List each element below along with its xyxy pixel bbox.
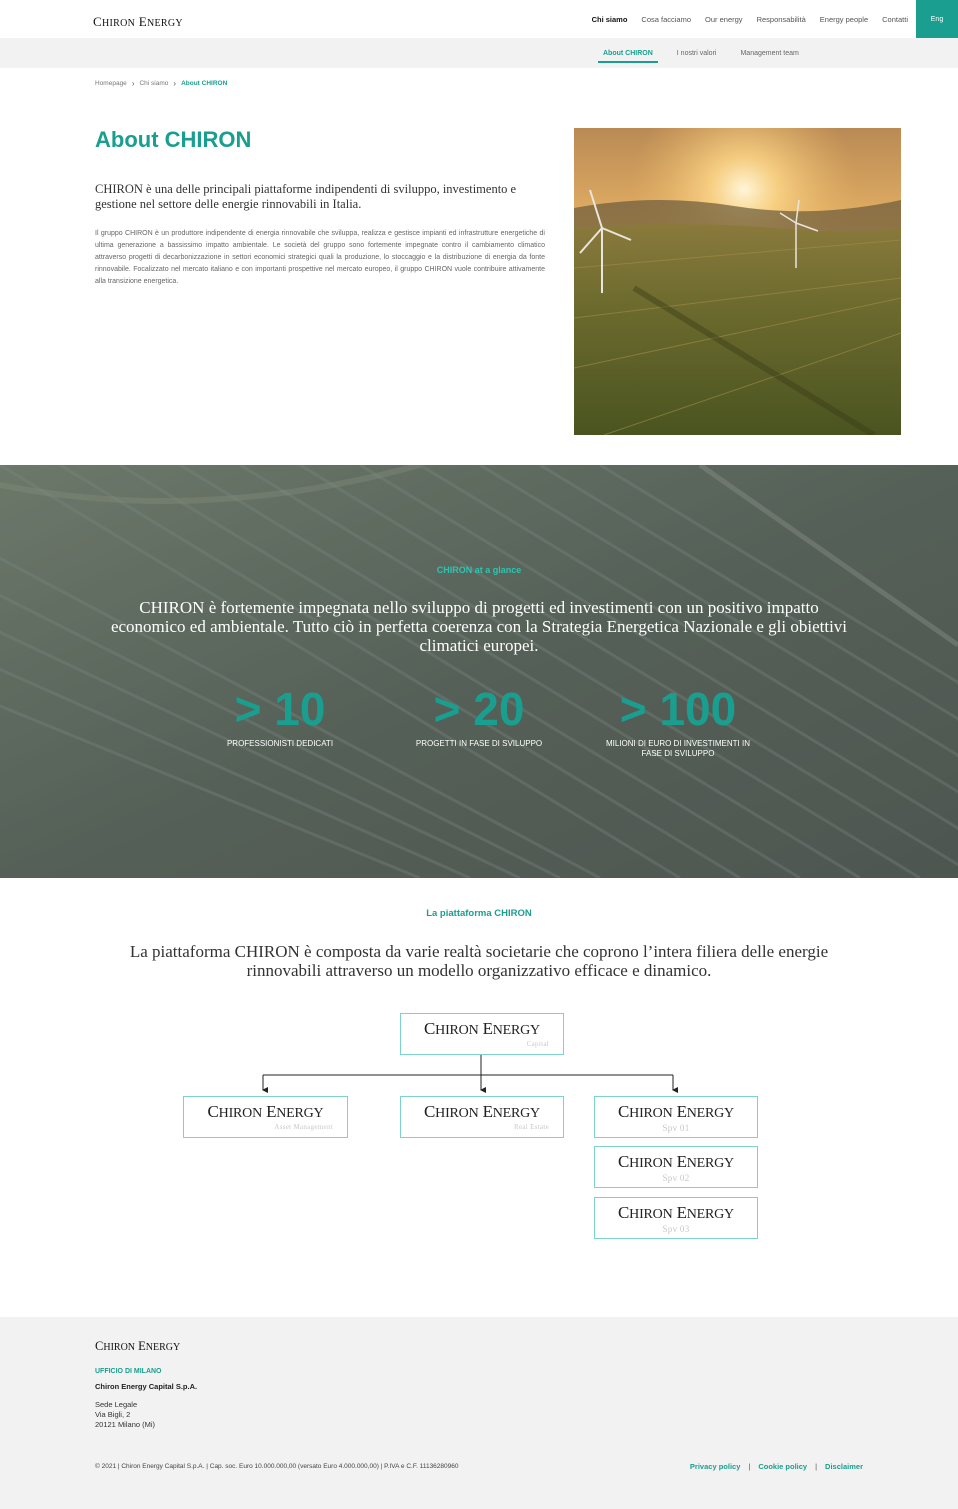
chevron-right-icon: › bbox=[131, 79, 135, 88]
chevron-right-icon: › bbox=[173, 79, 177, 88]
footer-links bbox=[690, 1462, 863, 1471]
intro-body: Il gruppo CHIRON è un produttore indipendente di energia rinnovabile che sviluppa, realizza e gestisce impianti ed infrastrutture energetiche di ultima generazione a bassissimo impatto ambientale. Le società del gruppo sono fortemente impegnate contro il cambiamento climatico attraverso progetti di decarbonizzazione in settori economici strategici quali la produzione, lo stoccaggio e la distribuzione di energia da fonte rinnovabile. Focalizzato nel mercato italiano e con importanti prospettive nel mercato europeo, il gruppo CHIRON vuole contribuire attivamente alla transizione energetica. bbox=[95, 230, 545, 285]
logo-text: HIRON bbox=[101, 18, 136, 29]
glance-label: CHIRON at a glance bbox=[436, 565, 522, 575]
stat-value: > 100 bbox=[619, 683, 737, 735]
footer-address bbox=[95, 1400, 155, 1430]
org-brand-name: CHIRON ENERGY bbox=[424, 1102, 540, 1121]
intro-lead: CHIRON è una delle principali piattaforme indipendenti di sviluppo, investimento e gestione nel settore delle energie rinnovabili in Italia. bbox=[95, 182, 517, 211]
footer-logo[interactable]: CHIRON ENERGY bbox=[95, 1339, 181, 1353]
platform-label: La piattaforma CHIRON bbox=[426, 908, 532, 919]
platform-text: La piattaforma CHIRON è composta da varie realtà societarie che coprono l’intera filiera delle energie rinnovabili attraverso un modello organizzativo efficace e dinamico. bbox=[129, 942, 829, 980]
cookie-policy-link[interactable]: Cookie policy bbox=[758, 1462, 808, 1471]
privacy-policy-link[interactable]: Privacy policy bbox=[689, 1462, 741, 1471]
org-brand-name: CHIRON ENERGY bbox=[207, 1102, 324, 1121]
org-box-subtitle: Spv 02 bbox=[662, 1173, 690, 1183]
breadcrumb-current: About CHIRON bbox=[181, 80, 228, 87]
logo-letter: C bbox=[93, 14, 102, 29]
org-brand-name: CHIRON ENERGY bbox=[618, 1102, 734, 1121]
org-brand-name: CHIRON ENERGY bbox=[424, 1019, 540, 1038]
stat-value: > 10 bbox=[234, 683, 326, 735]
disclaimer-link[interactable]: Disclaimer bbox=[825, 1462, 863, 1471]
page-title: About CHIRON bbox=[95, 127, 252, 152]
nav-item-chi-siamo[interactable]: Chi siamo bbox=[591, 14, 628, 24]
footer-office-title: UFFICIO DI MILANO bbox=[95, 1368, 162, 1375]
nav-item-our-energy[interactable]: Our energy bbox=[705, 14, 743, 24]
org-brand-name: CHIRON ENERGY bbox=[618, 1152, 734, 1171]
footer-separator: | bbox=[748, 1462, 751, 1471]
org-box-spv02 bbox=[594, 1146, 758, 1188]
logo-text: NERGY bbox=[146, 18, 183, 29]
footer-company-name: Chiron Energy Capital S.p.A. bbox=[95, 1382, 198, 1391]
org-box-capital bbox=[400, 1013, 564, 1055]
org-box-asset-management bbox=[183, 1096, 348, 1138]
footer-copyright: © 2021 | Chiron Energy Capital S.p.A. | Cap. soc. Euro 10.000.000,00 (versato Euro 4.000.000,00) | P.IVA e C.F. 11136280960 bbox=[95, 1463, 459, 1470]
breadcrumb-homepage[interactable]: Homepage bbox=[95, 80, 127, 87]
org-box-spv03 bbox=[594, 1197, 758, 1239]
footer-address-line: 20121 Milano (Mi) bbox=[95, 1420, 156, 1429]
subnav-item-management[interactable]: Management team bbox=[740, 49, 799, 57]
glance-text: CHIRON è fortemente impegnata nello sviluppo di progetti ed investimenti con un positivo impatto economico ed ambientale. Tutto ciò in perfetta coerenza con la Strategia Energetica Nazionale e gli obiettivi climatici europei. bbox=[110, 598, 848, 655]
stat-label: PROFESSIONISTI DEDICATI bbox=[226, 739, 334, 748]
org-box-spv01 bbox=[594, 1096, 758, 1138]
subnav-item-valori[interactable]: I nostri valori bbox=[676, 49, 717, 57]
org-box-real-estate bbox=[400, 1096, 564, 1138]
org-box-subtitle: Spv 03 bbox=[662, 1224, 690, 1234]
logo-letter: E bbox=[138, 14, 147, 29]
nav-item-responsabilita[interactable]: Responsabilità bbox=[756, 14, 806, 24]
org-box-subtitle: Capital bbox=[526, 1040, 549, 1048]
nav-item-energy-people[interactable]: Energy people bbox=[819, 14, 869, 24]
stat-label: MILIONI DI EURO DI INVESTIMENTI IN FASE DI SVILUPPO bbox=[605, 739, 750, 758]
org-box-subtitle: Spv 01 bbox=[662, 1123, 690, 1133]
stat-label: PROGETTI IN FASE DI SVILUPPO bbox=[415, 739, 543, 748]
footer-address-line: Via Bigli, 2 bbox=[95, 1410, 131, 1419]
org-box-subtitle: Real Estate bbox=[514, 1123, 549, 1131]
language-switch-button[interactable]: Eng bbox=[916, 0, 958, 38]
breadcrumb-chi-siamo[interactable]: Chi siamo bbox=[139, 80, 169, 87]
subnav-item-about[interactable]: About CHIRON bbox=[598, 38, 658, 68]
org-brand-name: CHIRON ENERGY bbox=[618, 1203, 734, 1222]
stat-value: > 20 bbox=[433, 683, 525, 735]
nav-item-cosa-facciamo[interactable]: Cosa facciamo bbox=[641, 14, 692, 24]
footer-address-line: Sede Legale bbox=[95, 1400, 138, 1409]
org-box-subtitle: Asset Management bbox=[274, 1123, 333, 1131]
footer-separator: | bbox=[815, 1462, 818, 1471]
nav-item-contatti[interactable]: Contatti bbox=[882, 14, 908, 24]
